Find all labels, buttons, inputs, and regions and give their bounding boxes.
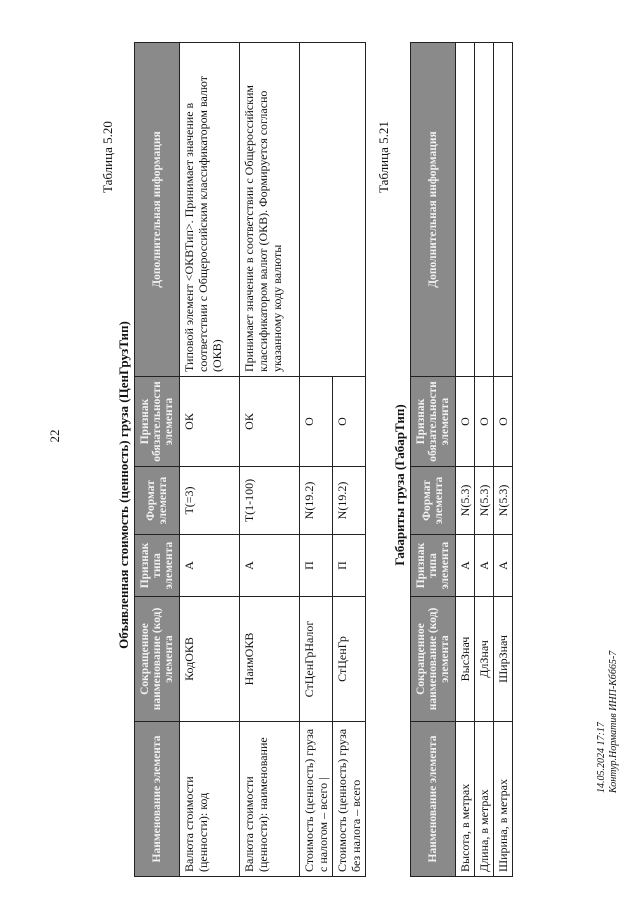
cell-required: О	[333, 377, 366, 467]
cell-format: N(19.2)	[333, 467, 366, 535]
stamp-datetime: 14.05.2024 17:17	[596, 722, 607, 793]
table-header-row	[411, 43, 456, 877]
col-header-type: Признак типа элемента	[135, 535, 180, 597]
col-header-format: Формат элемента	[135, 467, 180, 535]
col-header-required: Признак обязательности элемента	[135, 377, 180, 467]
table-5-21-title: Габариты груза (ГабарТип)	[392, 404, 407, 566]
col-header-code: Сокращенное наименование (код) элемента	[411, 597, 456, 722]
cell-code: ШирЗнач	[494, 597, 513, 722]
table-5-21-label: Таблица 5.21	[376, 121, 391, 193]
cell-name: Ширина, в метрах	[494, 722, 513, 877]
cell-code: НаимОКВ	[240, 597, 300, 722]
cell-required: О	[456, 377, 475, 467]
cell-name: Валюта стоимости (ценности): наименование	[240, 722, 300, 877]
col-header-required: Признак обязательности элемента	[411, 377, 456, 467]
cell-required: О	[475, 377, 494, 467]
print-stamp	[596, 651, 620, 793]
cell-format: N(5.3)	[494, 467, 513, 535]
cell-type: А	[180, 535, 240, 597]
table-row	[494, 43, 513, 877]
cell-type: А	[475, 535, 494, 597]
cell-code: КодОКВ	[180, 597, 240, 722]
cell-info: Типовой элемент <ОКВТип>. Принимает значение в соответствии с Общероссийским классификатором валют (ОКВ)	[180, 43, 240, 377]
cell-type: П	[333, 535, 366, 597]
cell-code: СтЦенГр	[333, 597, 366, 722]
table-row	[475, 43, 494, 877]
cell-type: А	[494, 535, 513, 597]
table-5-20-label: Таблица 5.20	[100, 121, 115, 193]
cell-info	[456, 43, 475, 377]
cell-name: Стоимость (ценность) груза без налога – всего	[333, 722, 366, 877]
cell-info	[300, 43, 366, 377]
cell-format: T(1-100)	[240, 467, 300, 535]
col-header-type: Признак типа элемента	[411, 535, 456, 597]
cell-type: А	[456, 535, 475, 597]
col-header-format: Формат элемента	[411, 467, 456, 535]
page-number: 22	[47, 429, 62, 443]
table-row	[240, 43, 300, 877]
table-row	[180, 43, 240, 877]
table-5-20-title: Объявленная стоимость (ценность) груза (ЦенГрузТип)	[116, 321, 131, 649]
cell-format: T(=3)	[180, 467, 240, 535]
cell-info: Принимает значение в соответствии с Общероссийским классификатором валют (ОКВ). Формируется согласно указанному коду валюты	[240, 43, 300, 377]
cell-info	[475, 43, 494, 377]
col-header-code: Сокращенное наименование (код) элемента	[135, 597, 180, 722]
col-header-info: Дополнительная информация	[411, 43, 456, 377]
cell-name: Валюта стоимости (ценности): код	[180, 722, 240, 877]
col-header-info: Дополнительная информация	[135, 43, 180, 377]
cell-name: Стоимость (ценность) груза с налогом – всего |	[300, 722, 333, 877]
col-header-name: Наименование элемента	[135, 722, 180, 877]
stamp-source: Контур.Норматив ИНП-Кбб65-7	[608, 650, 619, 793]
cell-required: О	[494, 377, 513, 467]
table-5-20	[134, 42, 366, 877]
cell-type: А	[240, 535, 300, 597]
cell-code: СтЦенГрНалог	[300, 597, 333, 722]
cell-required: О	[300, 377, 333, 467]
cell-required: ОК	[240, 377, 300, 467]
cell-format: N(5.3)	[475, 467, 494, 535]
cell-format: N(5.3)	[456, 467, 475, 535]
cell-type: П	[300, 535, 333, 597]
cell-name: Высота, в метрах	[456, 722, 475, 877]
cell-code: ДлЗнач	[475, 597, 494, 722]
cell-info	[494, 43, 513, 377]
table-5-21	[410, 42, 513, 877]
table-header-row	[135, 43, 180, 877]
cell-name: Длина, в метрах	[475, 722, 494, 877]
col-header-name: Наименование элемента	[411, 722, 456, 877]
cell-format: N(19.2)	[300, 467, 333, 535]
table-row	[456, 43, 475, 877]
table-row	[300, 43, 333, 877]
cell-required: ОК	[180, 377, 240, 467]
cell-code: ВысЗнач	[456, 597, 475, 722]
